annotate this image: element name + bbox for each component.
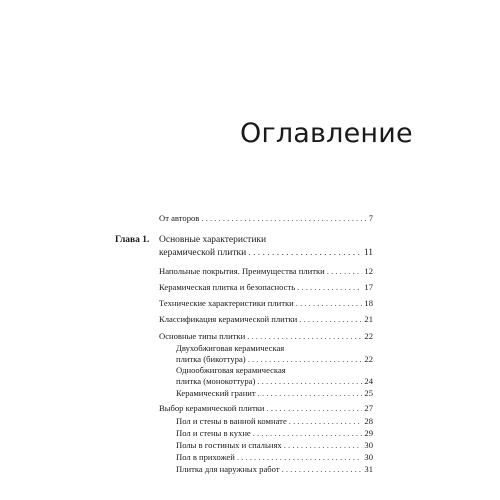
dot-leader bbox=[327, 266, 363, 276]
toc-entry-section[interactable] bbox=[159, 282, 373, 292]
toc-subentry-title-line1: Однообжиговая керамическая bbox=[176, 365, 286, 375]
toc-subentry-title: Полы в гостиных и спальнях bbox=[176, 440, 282, 450]
page-title: Оглавление bbox=[240, 118, 413, 149]
toc-subentry[interactable] bbox=[176, 354, 373, 364]
dot-leader bbox=[248, 248, 362, 258]
toc-entry-title: Технические характеристики плитки bbox=[159, 298, 294, 308]
toc-subentry-title-line1: Двухобжиговая керамическая bbox=[176, 343, 285, 353]
toc-entry-section[interactable] bbox=[159, 298, 373, 308]
toc-subentry[interactable] bbox=[176, 388, 373, 398]
dot-leader bbox=[284, 440, 363, 450]
toc-subentry[interactable] bbox=[176, 416, 373, 426]
toc-subentry-title: Пол в прихожей bbox=[176, 452, 235, 462]
toc-entry-section[interactable] bbox=[159, 403, 373, 413]
toc-entry-page: 30 bbox=[364, 452, 373, 462]
toc-subentry-title: Керамический гранит bbox=[176, 388, 256, 398]
toc-entry-page: 25 bbox=[364, 388, 373, 398]
toc-subentry[interactable] bbox=[176, 376, 373, 386]
toc-subentry[interactable] bbox=[176, 428, 373, 438]
toc-entry-page: 21 bbox=[364, 314, 373, 324]
dot-leader bbox=[257, 376, 362, 386]
toc-subentry-title: Плитка для наружных работ bbox=[176, 464, 280, 474]
dot-leader bbox=[201, 213, 366, 223]
toc-entry-title: Основные типы плитки bbox=[159, 331, 246, 341]
toc-subentry-title-line2: плитка (монокоттура) bbox=[176, 376, 256, 386]
toc-subentry-title-line2: плитка (бикоттура) bbox=[176, 354, 246, 364]
toc-entry-page: 17 bbox=[364, 282, 373, 292]
toc-entry-page: 7 bbox=[368, 213, 373, 223]
dot-leader bbox=[289, 416, 363, 426]
toc-entry-page: 31 bbox=[364, 464, 373, 474]
dot-leader bbox=[299, 314, 362, 324]
toc-subentry[interactable] bbox=[176, 464, 373, 474]
toc-entry-section[interactable] bbox=[159, 331, 373, 341]
dot-leader bbox=[247, 331, 362, 341]
toc-entry-title: Напольные покрытия. Преимущества плитки bbox=[159, 266, 325, 276]
toc-subentry[interactable] bbox=[176, 452, 373, 462]
toc-entry-page: 30 bbox=[364, 440, 373, 450]
toc-entry-section[interactable] bbox=[159, 266, 373, 276]
toc-subentry[interactable] bbox=[176, 440, 373, 450]
chapter-title-line1: Основные характеристики bbox=[159, 235, 267, 245]
dot-leader bbox=[258, 388, 363, 398]
toc-entry-page: 27 bbox=[364, 403, 373, 413]
toc-entry-page: 22 bbox=[364, 331, 373, 341]
toc-subentry-title: Пол и стены в кухне bbox=[176, 428, 251, 438]
chapter-title-line2: керамической плитки bbox=[159, 248, 247, 258]
toc-entry-page: 22 bbox=[364, 354, 373, 364]
toc-entry-page: 18 bbox=[364, 298, 373, 308]
chapter-label: Глава 1. bbox=[115, 235, 150, 245]
dot-leader bbox=[296, 298, 363, 308]
toc-entry-title: От авторов bbox=[159, 213, 200, 223]
toc-entry-chapter[interactable] bbox=[159, 248, 373, 258]
toc-entry-title: Классификация керамической плитки bbox=[159, 314, 298, 324]
toc-entry-section[interactable] bbox=[159, 314, 373, 324]
toc-entry-page: 29 bbox=[364, 428, 373, 438]
dot-leader bbox=[237, 452, 363, 462]
dot-leader bbox=[282, 464, 363, 474]
toc-entry-intro[interactable] bbox=[159, 213, 373, 223]
dot-leader bbox=[248, 354, 363, 364]
dot-leader bbox=[267, 403, 363, 413]
toc-entry-page: 28 bbox=[364, 416, 373, 426]
dot-leader bbox=[253, 428, 363, 438]
dot-leader bbox=[297, 282, 362, 292]
toc-entry-title: Керамическая плитка и безопасность bbox=[159, 282, 296, 292]
toc-entry-page: 11 bbox=[363, 248, 373, 258]
toc-entry-page: 12 bbox=[364, 266, 373, 276]
toc-entry-title: Выбор керамической плитки bbox=[159, 403, 265, 413]
toc-entry-page: 24 bbox=[364, 376, 373, 386]
toc-subentry-title: Пол и стены в ванной комнате bbox=[176, 416, 287, 426]
